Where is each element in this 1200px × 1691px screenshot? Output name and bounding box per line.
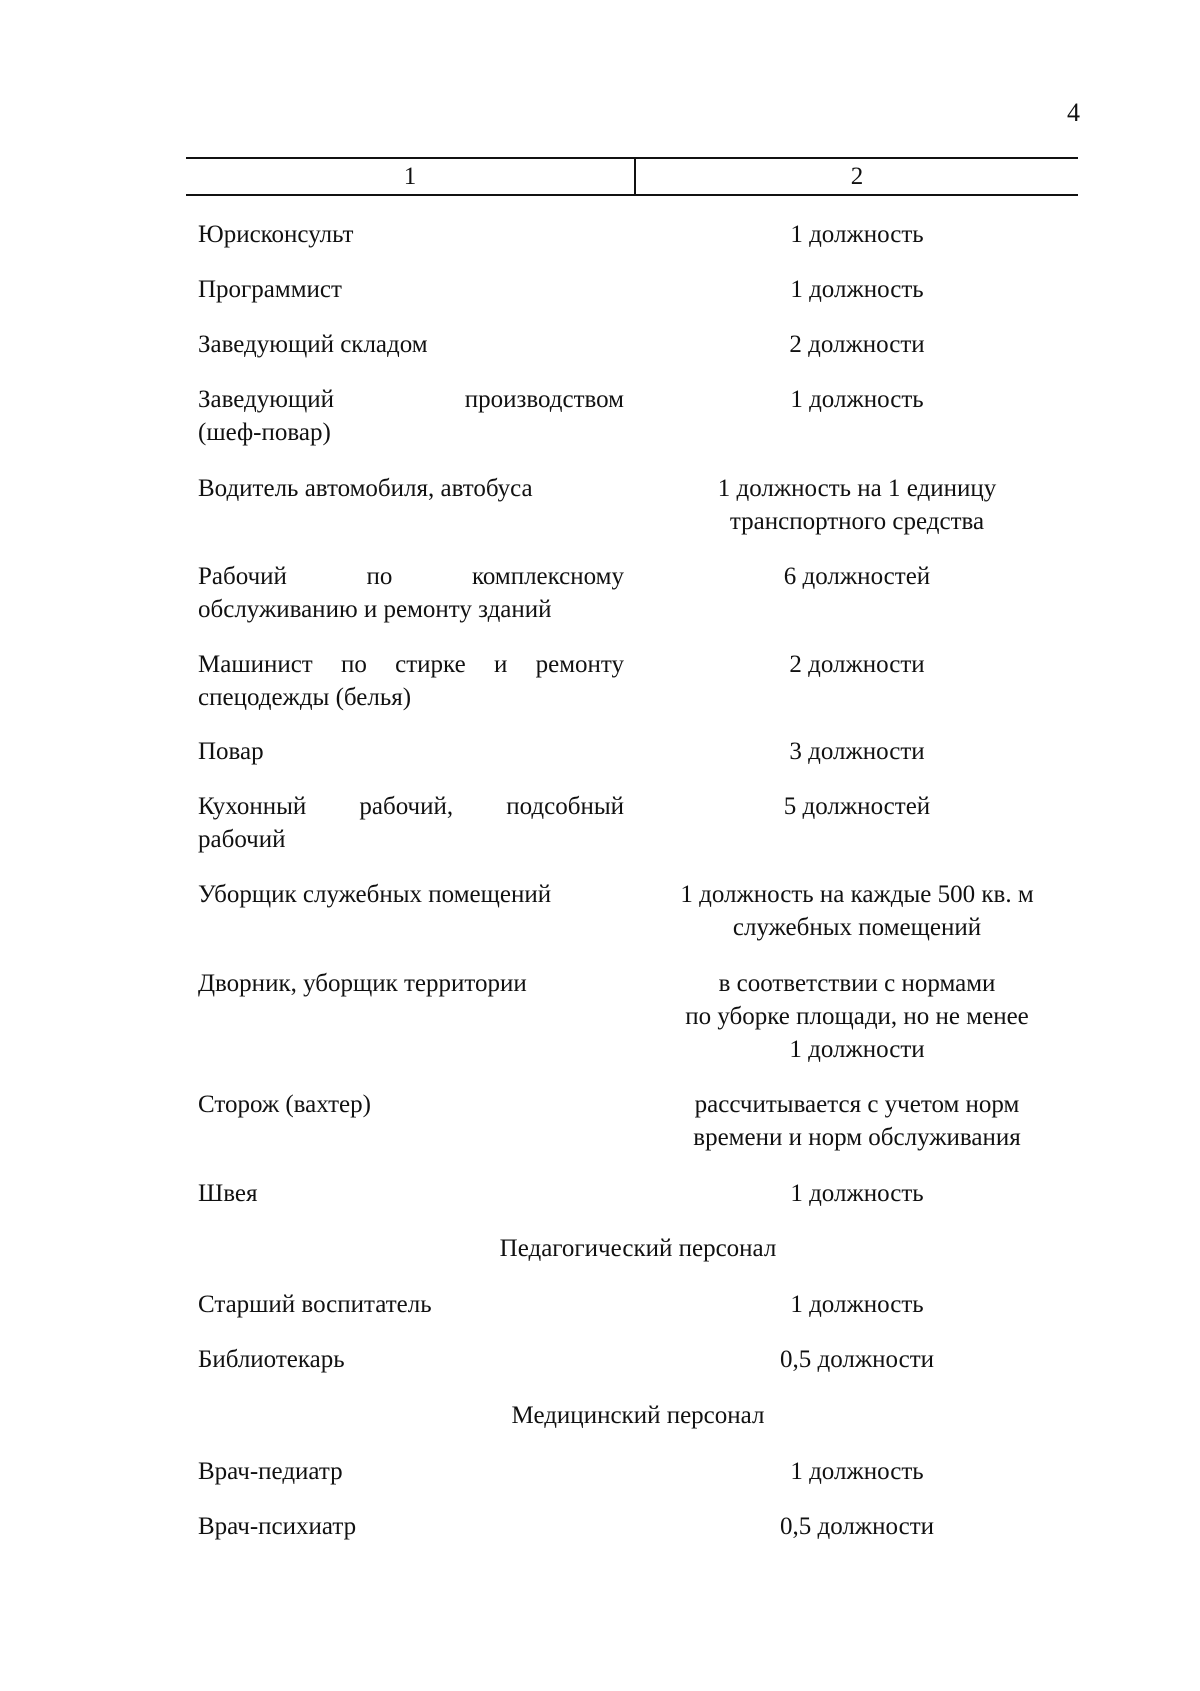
- position-count-line: в соответствии с нормами: [718, 970, 996, 997]
- position-name: Водитель автомобиля, автобуса: [198, 475, 533, 502]
- table-header: [186, 157, 1078, 196]
- position-count: 1 должность: [790, 386, 924, 413]
- position-count: 1 должность: [790, 276, 924, 303]
- position-name: [198, 790, 624, 856]
- position-name: [198, 560, 624, 626]
- position-name: Сторож (вахтер): [198, 1091, 371, 1118]
- position-name-line: рабочий: [198, 826, 286, 853]
- position-count-line: 1 должность на каждые 500 кв. м: [680, 881, 1034, 908]
- page-number: 4: [1067, 98, 1080, 127]
- position-name-line: Машинист по стирке и ремонту: [198, 651, 624, 678]
- position-name: Повар: [198, 738, 264, 765]
- position-count-line: рассчитывается с учетом норм: [694, 1091, 1020, 1118]
- position-count: 0,5 должности: [779, 1346, 935, 1373]
- position-count: 5 должностей: [783, 793, 931, 820]
- column-2-header: 2: [850, 163, 864, 190]
- position-count-line: 1 должности: [789, 1036, 925, 1063]
- position-name: Врач-педиатр: [198, 1458, 343, 1485]
- position-count: [656, 967, 1058, 1066]
- position-count: 1 должность: [790, 1291, 924, 1318]
- position-count: [656, 878, 1058, 944]
- section-title-medical: Медицинский персонал: [511, 1402, 765, 1429]
- section-title-pedagogical: Педагогический персонал: [499, 1235, 777, 1262]
- position-name-line: спецодежды (белья): [198, 684, 412, 711]
- position-name: Врач-психиатр: [198, 1513, 357, 1540]
- position-count-line: служебных помещений: [732, 914, 982, 941]
- position-name: [198, 648, 624, 714]
- position-name: Юрисконсульт: [198, 221, 354, 248]
- position-count-line: транспортного средства: [729, 508, 985, 535]
- position-name: Заведующий складом: [198, 331, 428, 358]
- position-count: 2 должности: [789, 331, 925, 358]
- position-name: Библиотекарь: [198, 1346, 345, 1373]
- position-name: Уборщик служебных помещений: [198, 881, 552, 908]
- position-count: [656, 1088, 1058, 1154]
- position-count: 0,5 должности: [779, 1513, 935, 1540]
- position-name-line: Рабочий по комплексному: [198, 563, 624, 590]
- position-count: 6 должностей: [783, 563, 931, 590]
- position-name-line: (шеф-повар): [198, 419, 331, 446]
- column-1-header: 1: [186, 159, 636, 194]
- position-name: Швея: [198, 1180, 258, 1207]
- position-name-line: Кухонный рабочий, подсобный: [198, 793, 624, 820]
- position-count: 1 должность: [790, 221, 924, 248]
- position-count: [656, 472, 1058, 538]
- position-name: Программист: [198, 276, 342, 303]
- position-name: Старший воспитатель: [198, 1291, 432, 1318]
- position-name-line: Заведующий производством: [198, 386, 624, 413]
- position-count: 2 должности: [789, 651, 925, 678]
- position-count: 1 должность: [790, 1458, 924, 1485]
- position-count-line: времени и норм обслуживания: [693, 1124, 1021, 1151]
- position-count-line: по уборке площади, но не менее: [685, 1003, 1029, 1030]
- position-count: 3 должности: [789, 738, 925, 765]
- position-name-line: обслуживанию и ремонту зданий: [198, 596, 552, 623]
- position-count: 1 должность: [790, 1180, 924, 1207]
- position-name: Дворник, уборщик территории: [198, 970, 527, 997]
- position-count-line: 1 должность на 1 единицу: [717, 475, 997, 502]
- position-name: [198, 383, 624, 449]
